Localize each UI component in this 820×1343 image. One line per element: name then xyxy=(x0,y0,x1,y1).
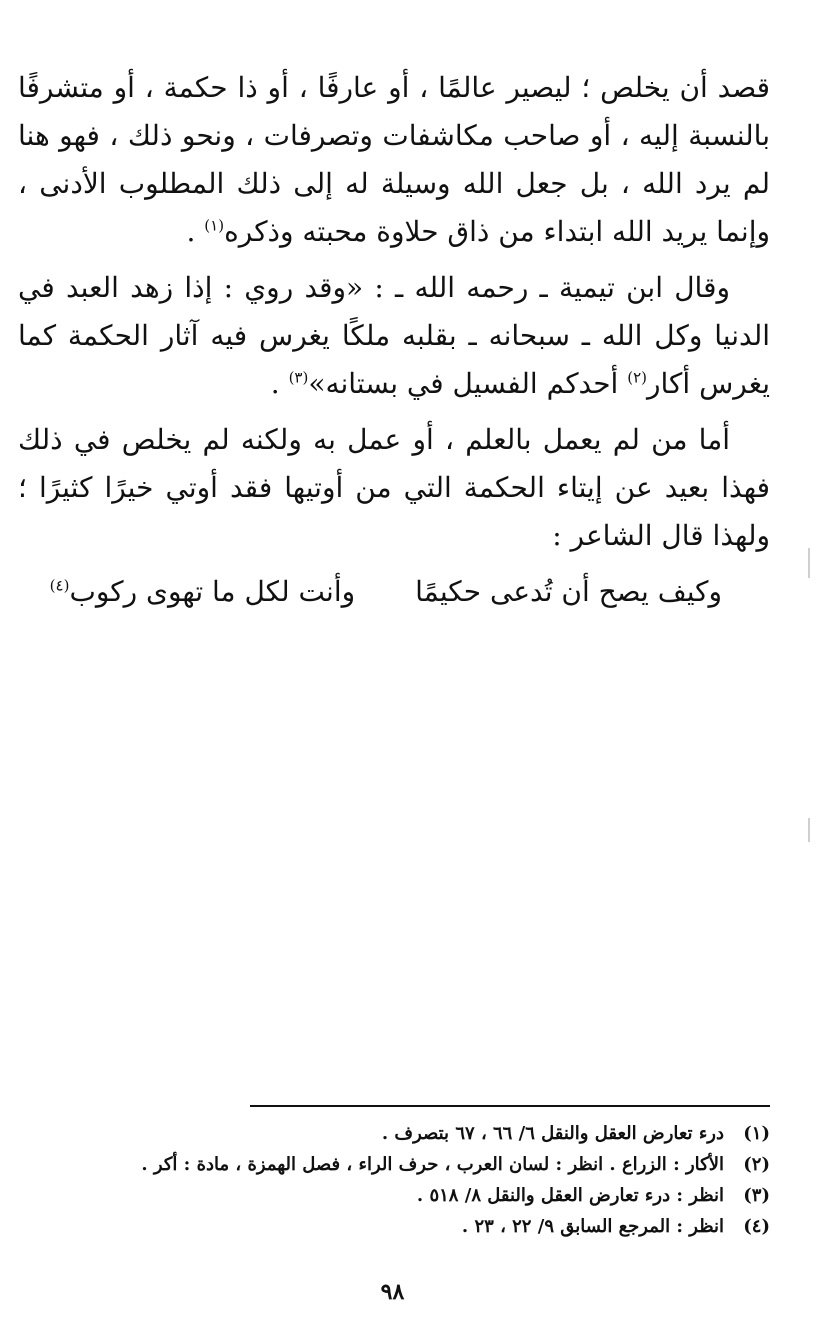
paragraph-2-text-b: أحدكم الفسيل في بستانه» xyxy=(308,367,628,400)
footnote-text: الأكار : الزراع . انظر : لسان العرب ، حرف الراء ، فصل الهمزة ، مادة : أكر . xyxy=(141,1154,724,1175)
footnote-item xyxy=(30,1180,770,1211)
footnote-ref-3: (٣) xyxy=(288,368,309,387)
footnote-text: انظر : المرجع السابق ٩/ ٢٢ ، ٢٣ . xyxy=(461,1216,724,1237)
footnote-number: (١) xyxy=(743,1123,770,1144)
paragraph-2-text-a: وقال ابن تيمية ـ رحمه الله ـ : «وقد روي : إذا زهد العبد في الدنيا وكل الله ـ سبحانه ـ بقلبه ملكًا يغرس فيه آثار الحكمة كما يغرس أكار xyxy=(18,271,770,400)
footnote-ref-4: (٤) xyxy=(49,576,70,595)
verse-first-hemistich: وكيف يصح أن تُدعى حكيمًا xyxy=(415,575,722,608)
main-text xyxy=(18,64,770,616)
footnote-text: انظر : درء تعارض العقل والنقل ٨/ ٥١٨ . xyxy=(416,1185,724,1206)
paragraph-2-end: . xyxy=(270,367,289,400)
footnote-number: (٢) xyxy=(743,1154,770,1175)
footnote-number: (٣) xyxy=(743,1185,770,1206)
footnote-divider xyxy=(250,1105,770,1107)
paragraph-3-text: أما من لم يعمل بالعلم ، أو عمل به ولكنه لم يخلص في ذلك فهذا بعيد عن إيتاء الحكمة التي من أوتيها فقد أوتي خيرًا كثيرًا ؛ ولهذا قال الشاعر : xyxy=(18,423,770,552)
paragraph-1 xyxy=(18,64,770,256)
paragraph-3 xyxy=(18,416,770,560)
scan-edge-mark xyxy=(808,548,810,578)
verse-second-hemistich-text: وأنت لكل ما تهوى ركوب xyxy=(69,575,356,608)
paragraph-1-text: قصد أن يخلص ؛ ليصير عالمًا ، أو عارفًا ، أو ذا حكمة ، أو متشرفًا بالنسبة إليه ، أو صاحب مكاشفات وتصرفات ، ونحو ذلك ، فهو هنا لم يرد الله ، بل جعل الله وسيلة له إلى ذلك المطلوب الأدنى ، وإنما يريد الله ابتداء من ذاق حلاوة محبته وذكره xyxy=(18,71,770,248)
verse-second-hemistich xyxy=(50,568,355,616)
paragraph-2 xyxy=(18,264,770,408)
footnote-ref-2: (٢) xyxy=(627,368,647,387)
footnote-number: (٤) xyxy=(743,1216,770,1237)
footnote-item xyxy=(30,1211,770,1242)
footnote-item xyxy=(30,1118,770,1149)
footnote-item xyxy=(30,1149,770,1180)
scan-edge-mark xyxy=(808,818,810,842)
page-number: ٩٨ xyxy=(380,1279,405,1305)
footnotes xyxy=(30,1118,770,1242)
poetry-verse xyxy=(18,568,770,616)
paragraph-1-end: . xyxy=(186,215,205,248)
footnote-text: درء تعارض العقل والنقل ٦/ ٦٦ ، ٦٧ بتصرف . xyxy=(381,1123,724,1144)
footnote-ref-1: (١) xyxy=(204,216,225,235)
